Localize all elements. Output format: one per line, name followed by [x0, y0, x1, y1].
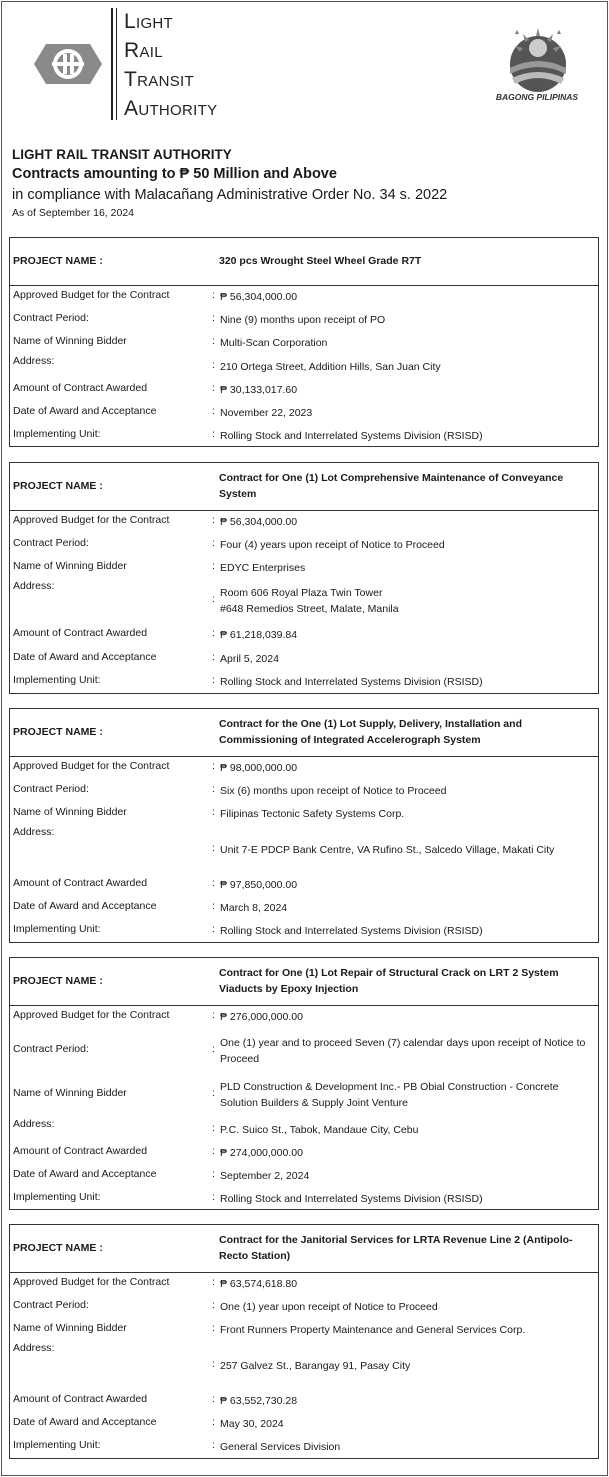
- date-value: September 2, 2024: [220, 1170, 310, 1182]
- abc-label: Approved Budget for the Contract: [13, 1009, 170, 1021]
- amount-value: ₱ 97,850,000.00: [220, 879, 298, 891]
- date-value: March 8, 2024: [220, 902, 288, 914]
- date-label: Date of Award and Acceptance: [13, 900, 157, 912]
- period-label: Contract Period:: [13, 1299, 89, 1311]
- colon: :: [212, 1416, 215, 1428]
- logo-word-rail: RAIL: [124, 39, 163, 62]
- period-label: Contract Period:: [13, 1043, 89, 1055]
- address-label: Address:: [13, 1118, 55, 1130]
- project-header: [10, 709, 598, 757]
- colon: :: [212, 1191, 215, 1203]
- colon: :: [212, 428, 215, 440]
- unit-label: Implementing Unit:: [13, 674, 101, 686]
- abc-value: ₱ 276,000,000.00: [220, 1011, 303, 1023]
- logo-word-light: LIGHT: [124, 10, 174, 33]
- bidder-value: Front Runners Property Maintenance and General Services Corp.: [220, 1324, 526, 1336]
- org-title: LIGHT RAIL TRANSIT AUTHORITY: [12, 147, 232, 162]
- project-name-label: PROJECT NAME :: [13, 1242, 103, 1254]
- project-block-4: [9, 957, 599, 1210]
- bidder-label: Name of Winning Bidder: [13, 1322, 127, 1334]
- bidder-value: Filipinas Tectonic Safety Systems Corp.: [220, 808, 405, 820]
- project-block-3: [9, 708, 599, 943]
- colon: :: [212, 1168, 215, 1180]
- colon: :: [212, 514, 215, 526]
- amount-label: Amount of Contract Awarded: [13, 627, 148, 639]
- project-header: [10, 958, 598, 1006]
- colon: :: [212, 335, 215, 347]
- period-label: Contract Period:: [13, 783, 89, 795]
- project-block-1: [9, 237, 599, 447]
- address-value: P.C. Suico St., Tabok, Mandaue City, Cebu: [220, 1124, 419, 1136]
- doc-subtitle: Contracts amounting to ₱ 50 Million and Above: [12, 166, 337, 182]
- period-value: One (1) year upon receipt of Notice to Proceed: [220, 1301, 438, 1313]
- project-name: Contract for the One (1) Lot Supply, Delivery, Installation and Commissioning of Integrated Accelerograph System: [219, 718, 522, 746]
- project-block-5: [9, 1224, 599, 1459]
- date-label: Date of Award and Acceptance: [13, 1168, 157, 1180]
- project-name: Contract for One (1) Lot Comprehensive Maintenance of Conveyance System: [219, 472, 564, 500]
- logo-word-transit: TRANSIT: [124, 68, 194, 91]
- project-name-label: PROJECT NAME :: [13, 975, 103, 987]
- as-of-date: As of September 16, 2024: [12, 207, 134, 219]
- unit-value: Rolling Stock and Interrelated Systems Division (RSISD): [220, 925, 483, 937]
- bidder-value: Multi-Scan Corporation: [220, 337, 328, 349]
- amount-value: ₱ 63,552,730.28: [220, 1395, 298, 1407]
- amount-value: ₱ 61,218,039.84: [220, 629, 298, 641]
- colon: :: [212, 1439, 215, 1451]
- abc-label: Approved Budget for the Contract: [13, 514, 170, 526]
- unit-value: General Services Division: [220, 1441, 341, 1453]
- date-value: May 30, 2024: [220, 1418, 284, 1430]
- period-value: Four (4) years upon receipt of Notice to Proceed: [220, 539, 445, 551]
- period-label: Contract Period:: [13, 537, 89, 549]
- date-value: April 5, 2024: [220, 653, 279, 665]
- abc-label: Approved Budget for the Contract: [13, 1276, 170, 1288]
- project-name-label: PROJECT NAME :: [13, 726, 103, 738]
- date-label: Date of Award and Acceptance: [13, 1416, 157, 1428]
- colon: :: [212, 674, 215, 686]
- colon: :: [212, 842, 215, 854]
- abc-value: ₱ 98,000,000.00: [220, 762, 298, 774]
- unit-label: Implementing Unit:: [13, 1439, 101, 1451]
- unit-label: Implementing Unit:: [13, 428, 101, 440]
- address-line-2: #648 Remedios Street, Malate, Manila: [220, 603, 399, 615]
- project-header: [10, 1225, 598, 1273]
- period-value: Six (6) months upon receipt of Notice to Proceed: [220, 785, 447, 797]
- period-value: One (1) year and to proceed Seven (7) calendar days upon receipt of Notice to Proceed: [220, 1037, 586, 1065]
- bidder-label: Name of Winning Bidder: [13, 1087, 127, 1099]
- address-value: 210 Ortega Street, Addition Hills, San Juan City: [220, 361, 441, 373]
- colon: :: [212, 1145, 215, 1157]
- address-label: Address:: [13, 826, 55, 838]
- amount-label: Amount of Contract Awarded: [13, 877, 148, 889]
- address-value: Unit 7-E PDCP Bank Centre, VA Rufino St., Salcedo Village, Makati City: [220, 844, 555, 856]
- amount-value: ₱ 274,000,000.00: [220, 1147, 303, 1159]
- address-value: 257 Galvez St., Barangay 91, Pasay City: [220, 1360, 411, 1372]
- abc-label: Approved Budget for the Contract: [13, 289, 170, 301]
- colon: :: [212, 560, 215, 572]
- amount-value: ₱ 30,133,017.60: [220, 384, 298, 396]
- colon: :: [212, 1276, 215, 1288]
- colon: :: [212, 783, 215, 795]
- colon: :: [212, 1299, 215, 1311]
- header-divider: [111, 8, 113, 120]
- colon: :: [212, 382, 215, 394]
- colon: :: [212, 900, 215, 912]
- abc-value: ₱ 63,574,618.80: [220, 1278, 298, 1290]
- bidder-value: EDYC Enterprises: [220, 562, 306, 574]
- colon: :: [212, 289, 215, 301]
- abc-label: Approved Budget for the Contract: [13, 760, 170, 772]
- colon: :: [212, 359, 215, 371]
- date-value: November 22, 2023: [220, 407, 313, 419]
- project-block-2: [9, 462, 599, 694]
- colon: :: [212, 1358, 215, 1370]
- address-label: Address:: [13, 355, 55, 367]
- date-label: Date of Award and Acceptance: [13, 405, 157, 417]
- date-label: Date of Award and Acceptance: [13, 651, 157, 663]
- colon: :: [212, 405, 215, 417]
- unit-value: Rolling Stock and Interrelated Systems Division (RSISD): [220, 1193, 483, 1205]
- address-label: Address:: [13, 1342, 55, 1354]
- project-header: [10, 463, 598, 511]
- compliance-note: in compliance with Malacañang Administrative Order No. 34 s. 2022: [12, 187, 448, 203]
- project-name: Contract for One (1) Lot Repair of Structural Crack on LRT 2 System Viaducts by Epoxy Injection: [219, 967, 559, 995]
- amount-label: Amount of Contract Awarded: [13, 1393, 148, 1405]
- project-name: 320 pcs Wrought Steel Wheel Grade R7T: [219, 255, 422, 267]
- abc-value: ₱ 56,304,000.00: [220, 291, 298, 303]
- bagong-pilipinas-logo-icon: [503, 24, 573, 94]
- colon: :: [212, 537, 215, 549]
- amount-label: Amount of Contract Awarded: [13, 382, 148, 394]
- project-header: [10, 238, 598, 286]
- project-name-label: PROJECT NAME :: [13, 255, 103, 267]
- colon: :: [212, 1393, 215, 1405]
- unit-value: Rolling Stock and Interrelated Systems Division (RSISD): [220, 430, 483, 442]
- bidder-label: Name of Winning Bidder: [13, 560, 127, 572]
- colon: :: [212, 1043, 215, 1055]
- header-divider-2: [116, 8, 117, 120]
- colon: :: [212, 877, 215, 889]
- unit-label: Implementing Unit:: [13, 1191, 101, 1203]
- colon: :: [212, 1087, 215, 1099]
- bidder-label: Name of Winning Bidder: [13, 335, 127, 347]
- unit-value: Rolling Stock and Interrelated Systems Division (RSISD): [220, 676, 483, 688]
- colon: :: [212, 760, 215, 772]
- colon: :: [212, 651, 215, 663]
- period-value: Nine (9) months upon receipt of PO: [220, 314, 386, 326]
- amount-label: Amount of Contract Awarded: [13, 1145, 148, 1157]
- project-name: Contract for the Janitorial Services for LRTA Revenue Line 2 (Antipolo-Recto Station): [219, 1234, 573, 1262]
- colon: :: [212, 923, 215, 935]
- bagong-pilipinas-label: BAGONG PILIPINAS: [495, 92, 579, 102]
- period-label: Contract Period:: [13, 312, 89, 324]
- address-label: Address:: [13, 580, 55, 592]
- unit-label: Implementing Unit:: [13, 923, 101, 935]
- logo-word-authority: AUTHORITY: [124, 97, 218, 120]
- colon: :: [212, 1322, 215, 1334]
- address-line-1: Room 606 Royal Plaza Twin Tower: [220, 587, 383, 599]
- colon: :: [212, 627, 215, 639]
- bidder-value: PLD Construction & Development Inc.- PB Obial Construction - Concrete Solution Builders & Supply Joint Venture: [220, 1081, 559, 1109]
- abc-value: ₱ 56,304,000.00: [220, 516, 298, 528]
- colon: :: [212, 312, 215, 324]
- colon: :: [212, 593, 215, 605]
- project-name-label: PROJECT NAME :: [13, 480, 103, 492]
- colon: :: [212, 1009, 215, 1021]
- colon: :: [212, 1122, 215, 1134]
- bidder-label: Name of Winning Bidder: [13, 806, 127, 818]
- lrta-logo-icon: [32, 40, 104, 88]
- colon: :: [212, 806, 215, 818]
